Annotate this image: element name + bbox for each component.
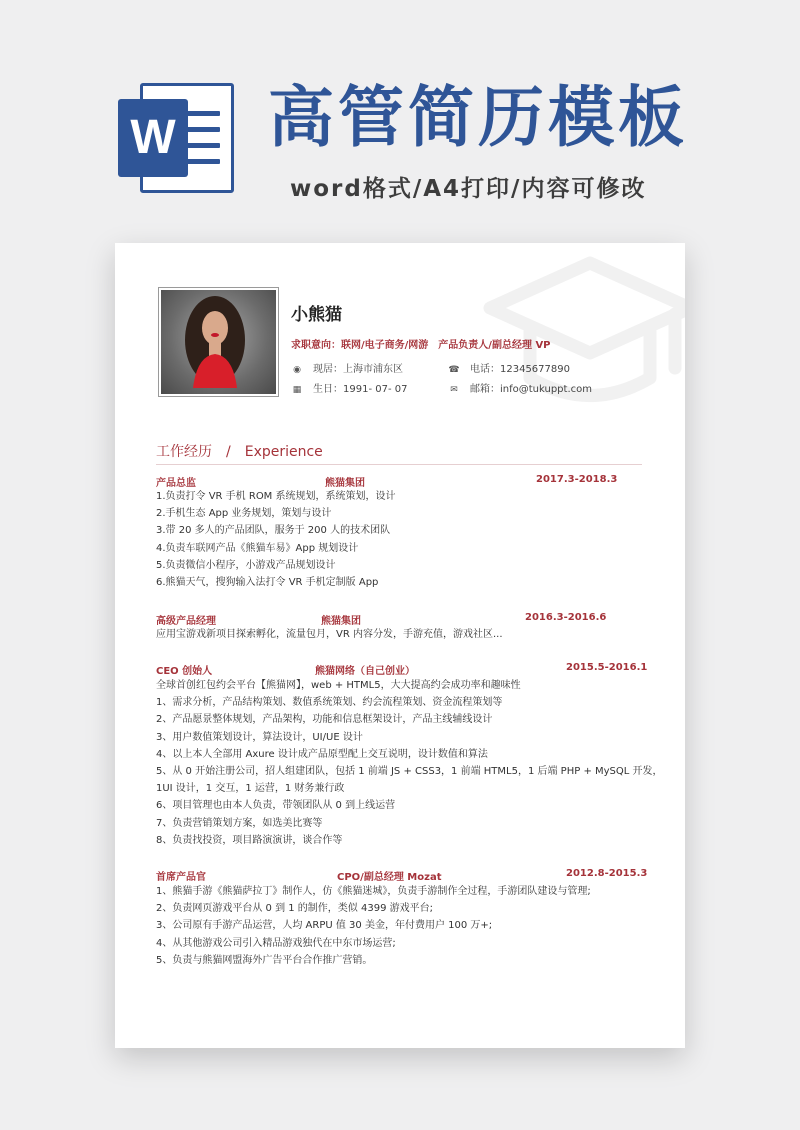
job-period: 2012.8-2015.3: [566, 868, 648, 879]
hero-title: 高管简历模板: [268, 79, 688, 156]
location-info: ◉ 现居：上海市浦东区: [291, 360, 403, 375]
word-badge-letter: W: [118, 99, 188, 177]
location-icon: ◉: [293, 365, 301, 375]
job-period: 2015.5-2016.1: [566, 662, 648, 673]
job-role: CEO 创始人: [156, 666, 213, 677]
job-role: 首席产品官: [156, 872, 206, 883]
resume-page: [115, 243, 685, 1048]
job-period: 2017.3-2018.3: [536, 474, 618, 485]
job-company: CPO/副总经理 Mozat: [337, 872, 442, 883]
calendar-icon: ▦: [292, 385, 302, 395]
phone-icon: ☎: [448, 365, 460, 375]
hero-subtitle: word格式/A4打印/内容可修改: [290, 176, 647, 202]
word-logo-icon: [118, 83, 234, 193]
phone-info: ☎ 电话：12345677890: [448, 364, 570, 375]
email-icon: ✉: [450, 385, 458, 395]
profile-photo: [158, 287, 279, 397]
job-role: 高级产品经理: [156, 616, 216, 627]
job-role: 产品总监: [156, 478, 196, 489]
job-description: 应用宝游戏新项目探索孵化，流量包月，VR 内容分发，手游充值，游戏社区...: [156, 629, 503, 640]
job-description: 1.负责打令 VR 手机 ROM 系统规划，系统策划，设计 2.手机生态 App 业务规划，策划与设计 3.带 20 多人的产品团队，服务于 200 人的技术团队 4.负责车联网产品《熊猫车易》App 规划设计 5.负责微信小程序，小游戏产品规划设计 6.熊猫天气，搜狗输入法打令 VR 手机定制版 App: [156, 491, 396, 589]
job-company: 熊猫网络（自己创业）: [315, 666, 415, 677]
job-company: 熊猫集团: [321, 616, 361, 627]
portrait-figure: [161, 290, 270, 388]
job-company: 熊猫集团: [325, 478, 365, 489]
section-title: 工作经历 / Experience: [156, 444, 323, 460]
job-period: 2016.3-2016.6: [525, 612, 607, 623]
email-info: ✉ 邮箱：info@tukuppt.com: [448, 380, 592, 395]
job-intent: 求职意向：联网/电子商务/网游 产品负责人/副总经理 VP: [291, 340, 551, 351]
section-divider: [156, 464, 642, 465]
job-description: 全球首创红包约会平台【熊猫网】，web + HTML5，大大提高约会成功率和趣味性 1、需求分析，产品结构策划、数值系统策划、约会流程策划、资金流程策划等 2、产品愿景整体规划，产品架构，功能和信息框架设计，产品主线辅线设计 3、用户数值策划设计，算法设计，UI/UE 设计 4、以上本人全部用 Axure 设计成产品原型配上交互说明，设计数值和算法 5、从 0 开始注册公司，招人组建团队，包括 1 前端 JS + CSS3，1 前端 HTML5，1 后端 PHP + MySQL 开发， 1UI 设计，1 交互，1 运营，1 财务兼行政 6、项目管理也由本人负责，带领团队从 0 到上线运营 7、负责营销策划方案，如选美比赛等 8、负责找投资，项目路演演讲，谈合作等: [156, 680, 663, 846]
job-description: 1、熊猫手游《熊猫萨拉丁》制作人，仿《熊猫迷城》，负责手游制作全过程，手游团队建设与管理; 2、负责网页游戏平台从 0 到 1 的制作，类似 4399 游戏平台; 3、公司原有手游产品运营，人均 ARPU 值 30 美金，年付费用户 100 万+; 4、从其他游戏公司引入精品游戏独代在中东市场运营; 5、负责与熊猫网盟海外广告平台合作推广营销。: [156, 886, 591, 966]
candidate-name: 小熊猫: [291, 305, 342, 325]
birthday-info: ▦ 生日：1991- 07- 07: [292, 384, 408, 395]
